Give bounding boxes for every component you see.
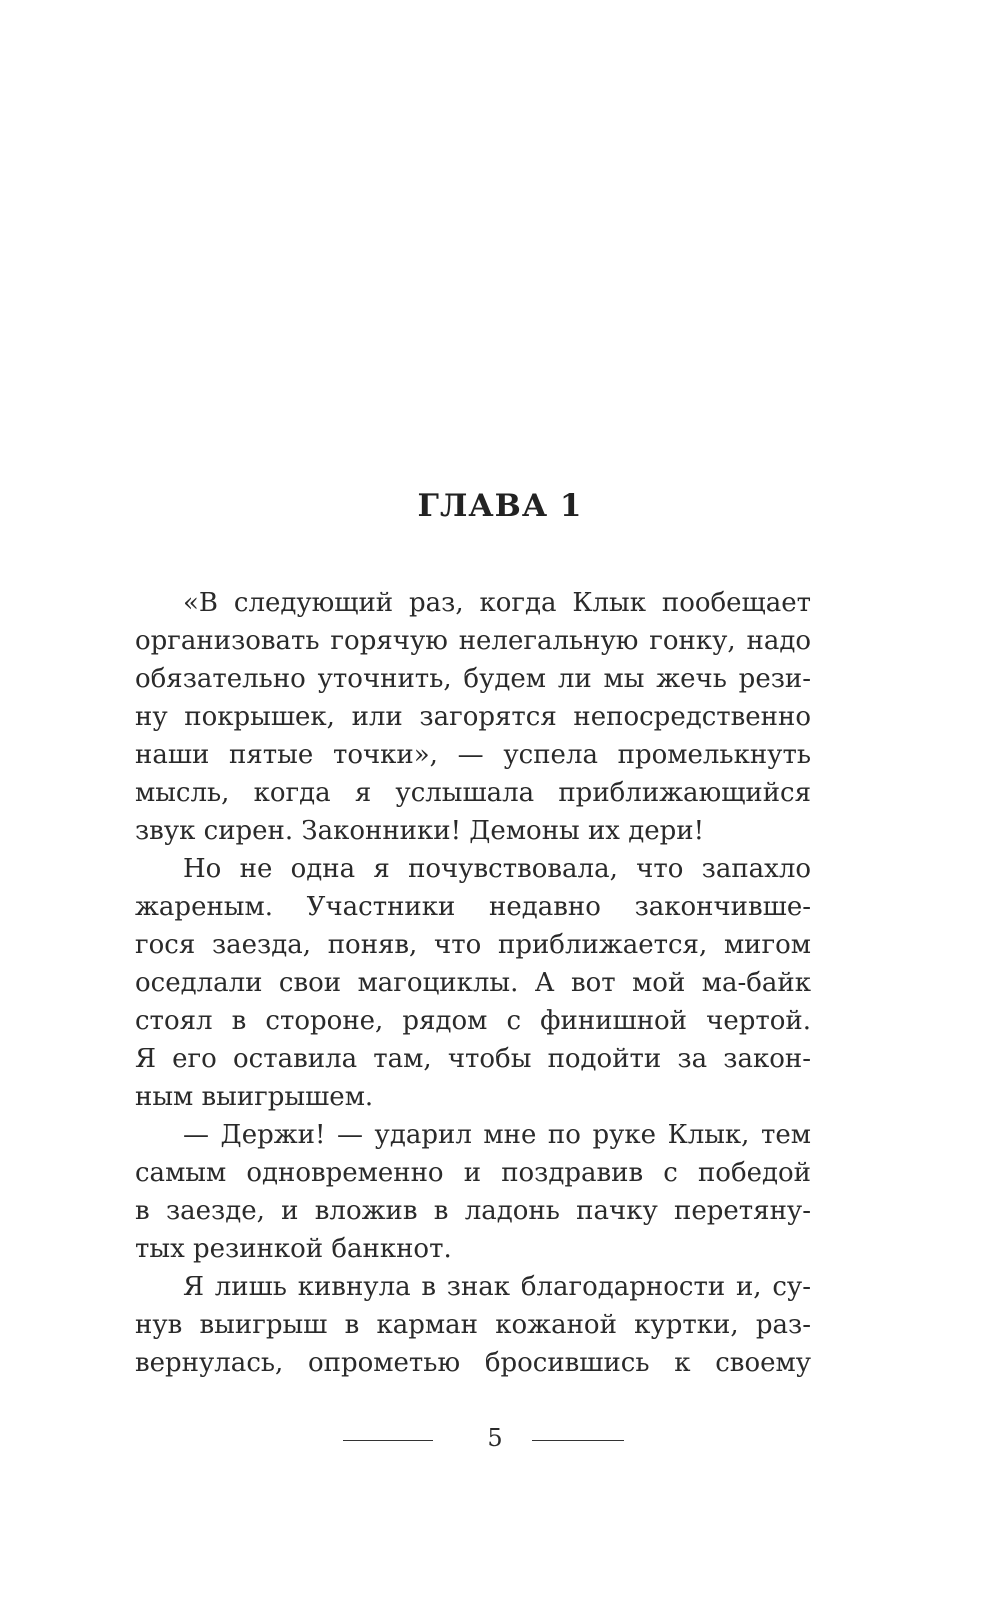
text-line: — Держи! — ударил мне по руке Клык, тем [183,1120,811,1150]
chapter-title: ГЛАВА 1 [417,488,583,524]
body-text [135,584,811,1382]
text-line: ну покрышек, или загорятся непосредственно [135,702,811,732]
page-number: 5 [487,1424,503,1452]
text-line: наши пятые точки», — успела промелькнуть [135,740,811,770]
text-line: «В следующий раз, когда Клык пообещает [183,588,811,618]
text-line: звук сирен. Законники! Демоны их дери! [135,816,705,846]
text-line: организовать горячую нелегальную гонку, надо [135,626,811,656]
text-line: жареным. Участники недавно закончивше- [135,892,811,922]
text-line: в заезде, и вложив в ладонь пачку перетяну- [135,1196,811,1226]
text-line: тых резинкой банкнот. [135,1234,452,1264]
text-line: Но не одна я почувствовала, что запахло [183,854,811,884]
text-line: самым одновременно и поздравив с победой [135,1158,811,1188]
text-line: Я его оставила там, чтобы подойти за закон- [135,1044,811,1074]
footer-rule-left [343,1440,433,1441]
text-line: гося заезда, поняв, что приближается, мигом [135,930,811,960]
text-line: оседлали свои магоциклы. А вот мой ма-байк [135,968,811,998]
text-line: стоял в стороне, рядом с финишной чертой. [135,1006,811,1036]
text-line: Я лишь кивнула в знак благодарности и, су- [183,1272,811,1302]
footer-rule-right [532,1440,624,1441]
text-line: обязательно уточнить, будем ли мы жечь рези- [135,664,811,694]
text-line: мысль, когда я услышала приближающийся [135,778,811,808]
text-line: нув выигрыш в карман кожаной куртки, раз- [135,1310,811,1340]
text-line: ным выигрышем. [135,1082,374,1112]
page-footer [0,1418,1000,1458]
text-line: вернулась, опрометью бросившись к своему [135,1348,811,1378]
